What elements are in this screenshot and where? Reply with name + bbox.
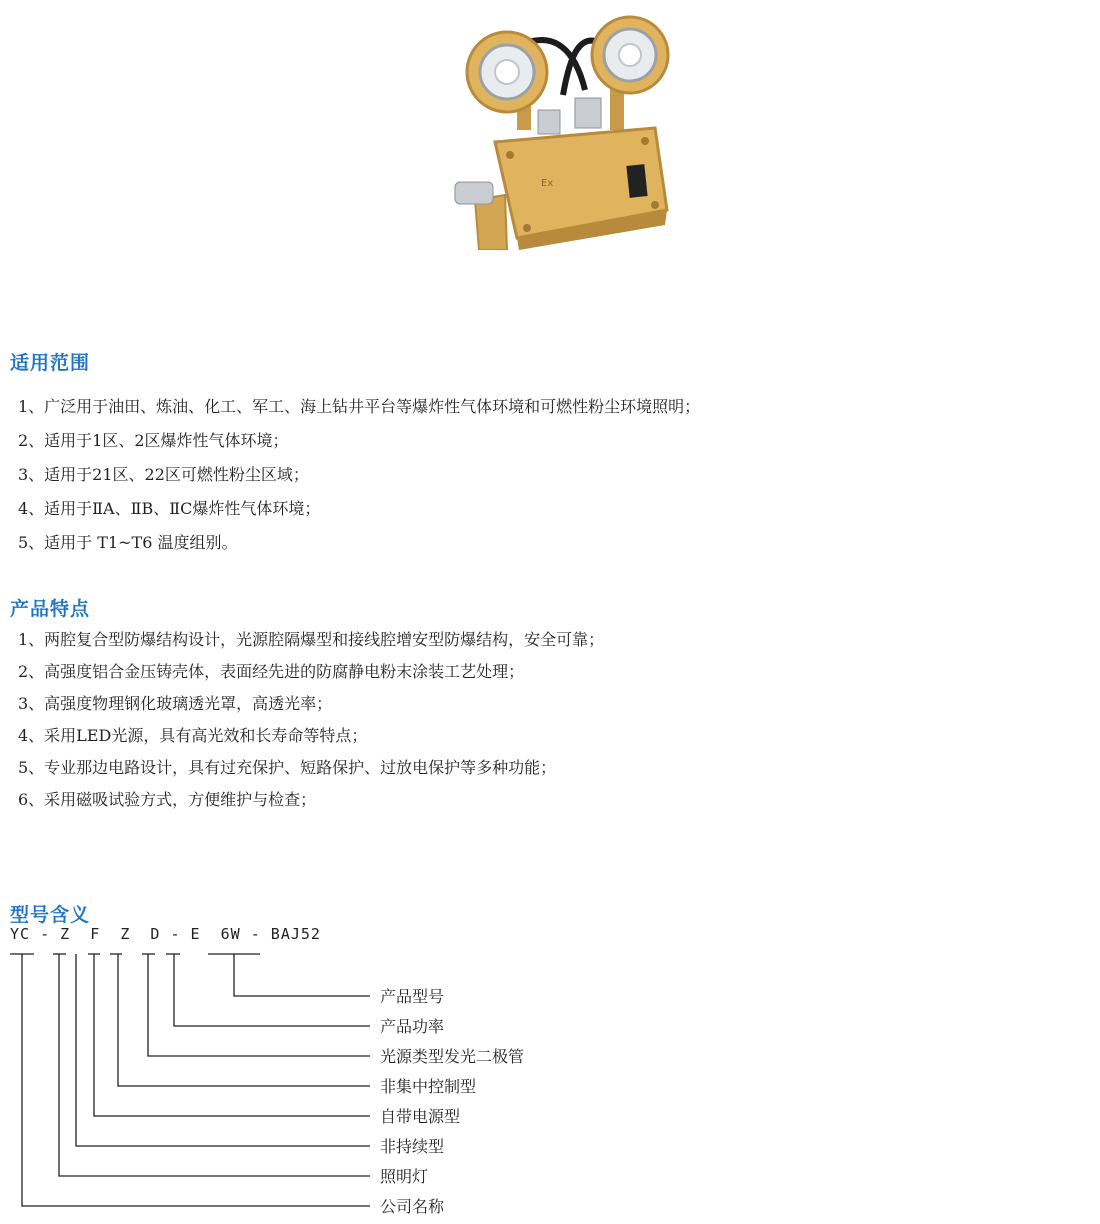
list-item: 2、高强度铝合金压铸壳体，表面经先进的防腐静电粉末涂装工艺处理； bbox=[18, 662, 525, 681]
ex-label: Ex bbox=[541, 178, 554, 189]
list-item: 4、适用于ⅡA、ⅡB、ⅡC爆炸性气体环境； bbox=[18, 499, 321, 518]
legend-item: 光源类型发光二极管 bbox=[380, 1047, 525, 1066]
list-item: 3、适用于21区、22区可燃性粉尘区域； bbox=[18, 465, 309, 484]
model-lines bbox=[0, 925, 600, 1224]
list-item: 5、专业那边电路设计，具有过充保护、短路保护、过放电保护等多种功能； bbox=[18, 758, 557, 777]
features-list bbox=[18, 624, 604, 816]
legend-item: 自带电源型 bbox=[380, 1107, 461, 1126]
list-item: 5、适用于 T1~T6 温度组别。 bbox=[18, 533, 238, 552]
scope-list bbox=[18, 390, 700, 560]
list-item: 1、广泛用于油田、炼油、化工、军工、海上钻井平台等爆炸性气体环境和可燃性粉尘环境照明； bbox=[18, 397, 701, 416]
list-item: 4、采用LED光源，具有高光效和长寿命等特点； bbox=[18, 726, 368, 745]
legend-item: 非持续型 bbox=[380, 1137, 445, 1156]
legend-item: 产品型号 bbox=[380, 987, 445, 1006]
section-title-scope: 适用范围 bbox=[10, 352, 91, 374]
legend-item: 公司名称 bbox=[380, 1197, 445, 1216]
list-item: 6、采用磁吸试验方式，方便维护与检查； bbox=[18, 790, 317, 809]
list-item: 1、两腔复合型防爆结构设计，光源腔隔爆型和接线腔增安型防爆结构，安全可靠； bbox=[18, 630, 605, 649]
model-diagram bbox=[0, 925, 600, 1224]
list-item: 3、高强度物理钢化玻璃透光罩，高透光率； bbox=[18, 694, 333, 713]
legend-item: 非集中控制型 bbox=[380, 1077, 477, 1096]
section-title-model: 型号含义 bbox=[10, 904, 91, 926]
product-image bbox=[445, 10, 675, 250]
model-code: YC - Z F Z D - E 6W - BAJ52 bbox=[10, 925, 321, 943]
section-title-features: 产品特点 bbox=[10, 598, 91, 620]
list-item: 2、适用于1区、2区爆炸性气体环境； bbox=[18, 431, 289, 450]
legend-item: 产品功率 bbox=[380, 1017, 445, 1036]
legend-item: 照明灯 bbox=[380, 1167, 429, 1186]
